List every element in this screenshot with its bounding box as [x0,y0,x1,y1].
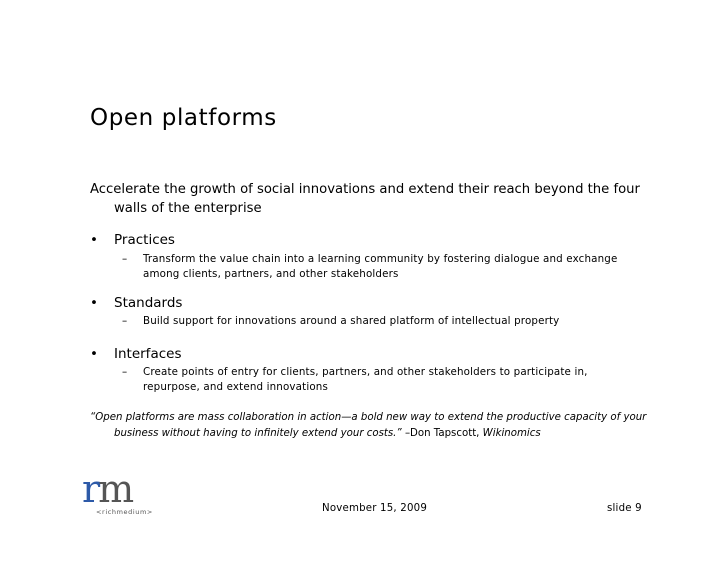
richmedium-logo [80,470,160,518]
sub-bullet-text: Create points of entry for clients, partners, and other stakeholders to participate in, repurpose, and extend innovations [143,366,588,393]
intro-text: Accelerate the growth of social innovations and extend their reach beyond the four walls of the enterprise [90,182,640,216]
dash-icon: – [122,366,128,378]
quote-text: “Open platforms are mass collaboration in action—a bold new way to extend the productive capacity of your business without having to infinitely extend your costs.” [90,412,647,439]
logo-mark: rm [82,470,133,511]
sub-bullet-text: Transform the value chain into a learning community by fostering dialogue and exchange among clients, partners, and other stakeholders [143,253,618,280]
bullet-label: Practices [114,232,175,248]
bullet-label: Interfaces [114,346,182,362]
quote-attribution: –Don Tapscott, [401,428,483,439]
quote-book: Wikinomics [482,428,541,439]
footer-slide-number: slide 9 [607,503,642,514]
dash-icon: – [122,253,128,265]
sub-bullet-text: Build support for innovations around a shared platform of intellectual property [143,315,560,327]
bullet-icon: • [90,346,98,362]
bullet-label: Standards [114,295,183,311]
bullet-icon: • [90,232,98,248]
dash-icon: – [122,315,128,327]
logo-tagline: <richmedium> [96,508,153,516]
footer-date: November 15, 2009 [322,503,428,514]
slide-title: Open platforms [90,105,277,131]
quote [90,410,674,442]
bullet-icon: • [90,295,98,311]
